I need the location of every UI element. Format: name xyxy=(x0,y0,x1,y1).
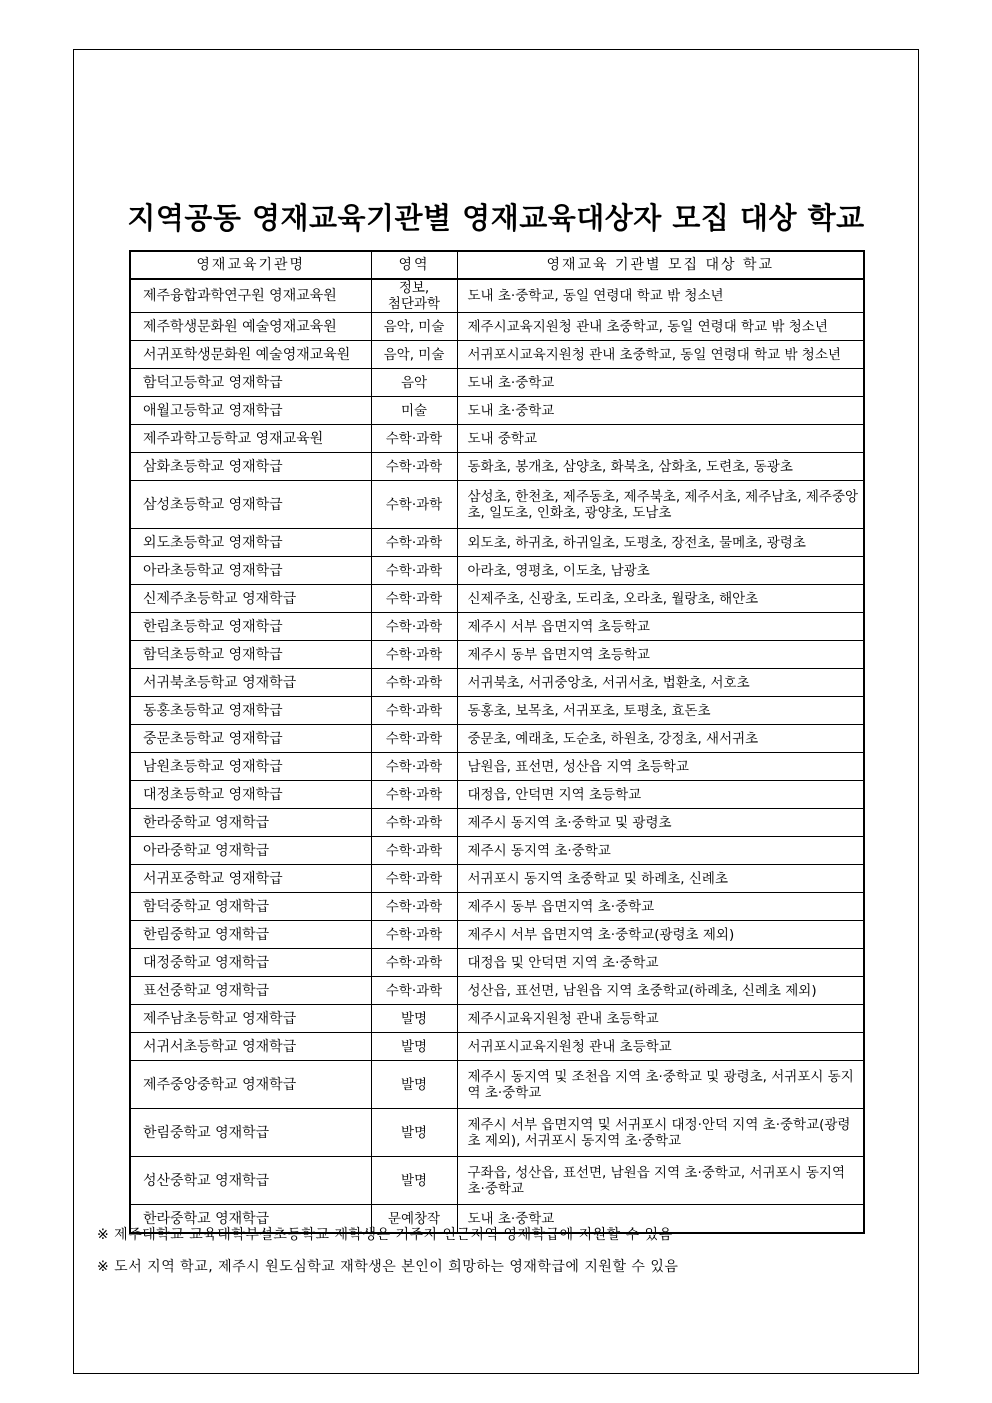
area-cell: 수학·과학 xyxy=(371,425,457,453)
table-body xyxy=(130,279,864,1233)
schools-cell: 구좌읍, 성산읍, 표선면, 남원읍 지역 초·중학교, 서귀포시 동지역 초·중학교 xyxy=(457,1157,864,1205)
header-institution: 영재교육기관명 xyxy=(130,251,371,279)
institution-cell: 서귀포중학교 영재학급 xyxy=(130,865,371,893)
schools-cell: 서귀포시 동지역 초중학교 및 하례초, 신례초 xyxy=(457,865,864,893)
area-cell: 문예창작 xyxy=(371,1205,457,1234)
schools-cell: 삼성초, 한천초, 제주동초, 제주북초, 제주서초, 제주남초, 제주중앙초, 일도초, 인화초, 광양초, 도남초 xyxy=(457,481,864,529)
area-cell: 수학·과학 xyxy=(371,641,457,669)
area-cell: 수학·과학 xyxy=(371,481,457,529)
schools-cell: 제주시 서부 읍면지역 및 서귀포시 대정·안덕 지역 초·중학교(광령초 제외), 서귀포시 동지역 초·중학교 xyxy=(457,1109,864,1157)
institution-cell: 아라중학교 영재학급 xyxy=(130,837,371,865)
table-row xyxy=(130,921,864,949)
table-row xyxy=(130,697,864,725)
schools-cell: 남원읍, 표선면, 성산읍 지역 초등학교 xyxy=(457,753,864,781)
area-cell: 발명 xyxy=(371,1109,457,1157)
table-row xyxy=(130,481,864,529)
table-row xyxy=(130,397,864,425)
area-cell: 수학·과학 xyxy=(371,453,457,481)
note-1: ※ 제주대학교 교육대학부설초등학교 재학생은 거주지 인근지역 영재학급에 지원할 수 있음 xyxy=(97,1227,673,1243)
schools-cell: 제주시 서부 읍면지역 초등학교 xyxy=(457,613,864,641)
institution-cell: 삼성초등학교 영재학급 xyxy=(130,481,371,529)
institution-cell: 한림초등학교 영재학급 xyxy=(130,613,371,641)
area-cell: 수학·과학 xyxy=(371,781,457,809)
area-cell: 발명 xyxy=(371,1157,457,1205)
table-row xyxy=(130,1109,864,1157)
institution-cell: 제주중앙중학교 영재학급 xyxy=(130,1061,371,1109)
table-row xyxy=(130,893,864,921)
schools-cell: 도내 초·중학교, 동일 연령대 학교 밖 청소년 xyxy=(457,279,864,313)
schools-cell: 제주시 동부 읍면지역 초·중학교 xyxy=(457,893,864,921)
schools-cell: 제주시 동부 읍면지역 초등학교 xyxy=(457,641,864,669)
institution-cell: 한림중학교 영재학급 xyxy=(130,1109,371,1157)
table-row xyxy=(130,557,864,585)
table-row xyxy=(130,1061,864,1109)
institution-cell: 한라중학교 영재학급 xyxy=(130,1205,371,1234)
schools-cell: 제주시교육지원청 관내 초등학교 xyxy=(457,1005,864,1033)
institution-cell: 성산중학교 영재학급 xyxy=(130,1157,371,1205)
schools-cell: 대정읍 및 안덕면 지역 초·중학교 xyxy=(457,949,864,977)
institution-cell: 대정초등학교 영재학급 xyxy=(130,781,371,809)
institution-cell: 서귀서초등학교 영재학급 xyxy=(130,1033,371,1061)
area-cell: 수학·과학 xyxy=(371,809,457,837)
schools-cell: 제주시 동지역 초·중학교 xyxy=(457,837,864,865)
table-row xyxy=(130,753,864,781)
area-cell: 발명 xyxy=(371,1033,457,1061)
institution-cell: 동홍초등학교 영재학급 xyxy=(130,697,371,725)
institution-cell: 한림중학교 영재학급 xyxy=(130,921,371,949)
area-cell: 수학·과학 xyxy=(371,753,457,781)
schools-cell: 동화초, 봉개초, 삼양초, 화북초, 삼화초, 도련초, 동광초 xyxy=(457,453,864,481)
table-header-row xyxy=(130,251,864,279)
area-cell: 발명 xyxy=(371,1061,457,1109)
institution-cell: 신제주초등학교 영재학급 xyxy=(130,585,371,613)
schools-cell: 아라초, 영평초, 이도초, 남광초 xyxy=(457,557,864,585)
area-cell: 정보, 첨단과학 xyxy=(371,279,457,313)
table-row xyxy=(130,781,864,809)
table-row xyxy=(130,425,864,453)
table-row xyxy=(130,313,864,341)
area-cell: 음악, 미술 xyxy=(371,313,457,341)
institution-cell: 함덕고등학교 영재학급 xyxy=(130,369,371,397)
area-cell: 수학·과학 xyxy=(371,585,457,613)
institution-cell: 서귀포학생문화원 예술영재교육원 xyxy=(130,341,371,369)
table-row xyxy=(130,865,864,893)
table-row xyxy=(130,613,864,641)
area-cell: 수학·과학 xyxy=(371,949,457,977)
header-schools: 영재교육 기관별 모집 대상 학교 xyxy=(457,251,864,279)
institution-cell: 대정중학교 영재학급 xyxy=(130,949,371,977)
area-cell: 수학·과학 xyxy=(371,921,457,949)
table-row xyxy=(130,1005,864,1033)
table-row xyxy=(130,725,864,753)
area-cell: 수학·과학 xyxy=(371,837,457,865)
table-row xyxy=(130,1033,864,1061)
table-row xyxy=(130,453,864,481)
table-row xyxy=(130,949,864,977)
institution-cell: 남원초등학교 영재학급 xyxy=(130,753,371,781)
schools-cell: 도내 초·중학교 xyxy=(457,397,864,425)
institution-cell: 제주학생문화원 예술영재교육원 xyxy=(130,313,371,341)
schools-cell: 제주시 서부 읍면지역 초·중학교(광령초 제외) xyxy=(457,921,864,949)
institution-cell: 함덕중학교 영재학급 xyxy=(130,893,371,921)
table-row xyxy=(130,585,864,613)
table-row xyxy=(130,809,864,837)
schools-cell: 제주시 동지역 초·중학교 및 광령초 xyxy=(457,809,864,837)
area-cell: 미술 xyxy=(371,397,457,425)
area-cell: 수학·과학 xyxy=(371,669,457,697)
schools-cell: 성산읍, 표선면, 남원읍 지역 초중학교(하례초, 신례초 제외) xyxy=(457,977,864,1005)
area-cell: 수학·과학 xyxy=(371,725,457,753)
schools-cell: 신제주초, 신광초, 도리초, 오라초, 월랑초, 해안초 xyxy=(457,585,864,613)
area-cell: 발명 xyxy=(371,1005,457,1033)
area-cell: 음악 xyxy=(371,369,457,397)
area-cell: 수학·과학 xyxy=(371,977,457,1005)
area-cell: 수학·과학 xyxy=(371,557,457,585)
table-row xyxy=(130,279,864,313)
schools-cell: 제주시교육지원청 관내 초중학교, 동일 연령대 학교 밖 청소년 xyxy=(457,313,864,341)
schools-cell: 외도초, 하귀초, 하귀일초, 도평초, 장전초, 물메초, 광령초 xyxy=(457,529,864,557)
schools-cell: 도내 초·중학교 xyxy=(457,1205,864,1234)
header-area: 영역 xyxy=(371,251,457,279)
schools-cell: 중문초, 예래초, 도순초, 하원초, 강정초, 새서귀초 xyxy=(457,725,864,753)
institution-cell: 제주과학고등학교 영재교육원 xyxy=(130,425,371,453)
institution-cell: 표선중학교 영재학급 xyxy=(130,977,371,1005)
table-row xyxy=(130,641,864,669)
area-cell: 수학·과학 xyxy=(371,529,457,557)
schools-cell: 대정읍, 안덕면 지역 초등학교 xyxy=(457,781,864,809)
institution-cell: 제주융합과학연구원 영재교육원 xyxy=(130,279,371,313)
area-cell: 수학·과학 xyxy=(371,893,457,921)
table-row xyxy=(130,977,864,1005)
schools-cell: 도내 초·중학교 xyxy=(457,369,864,397)
schools-cell: 서귀포시교육지원청 관내 초등학교 xyxy=(457,1033,864,1061)
institution-cell: 애월고등학교 영재학급 xyxy=(130,397,371,425)
area-cell: 수학·과학 xyxy=(371,865,457,893)
institution-cell: 삼화초등학교 영재학급 xyxy=(130,453,371,481)
table-row xyxy=(130,369,864,397)
table-row xyxy=(130,1157,864,1205)
schools-cell: 도내 중학교 xyxy=(457,425,864,453)
area-cell: 음악, 미술 xyxy=(371,341,457,369)
schools-cell: 동홍초, 보목초, 서귀포초, 토평초, 효돈초 xyxy=(457,697,864,725)
institution-cell: 아라초등학교 영재학급 xyxy=(130,557,371,585)
schools-cell: 제주시 동지역 및 조천읍 지역 초·중학교 및 광령초, 서귀포시 동지역 초·중학교 xyxy=(457,1061,864,1109)
area-cell: 수학·과학 xyxy=(371,613,457,641)
note-2: ※ 도서 지역 학교, 제주시 원도심학교 재학생은 본인이 희망하는 영재학급에 지원할 수 있음 xyxy=(97,1259,679,1275)
institution-cell: 함덕초등학교 영재학급 xyxy=(130,641,371,669)
table-row xyxy=(130,669,864,697)
institution-cell: 한라중학교 영재학급 xyxy=(130,809,371,837)
table-row xyxy=(130,837,864,865)
schools-cell: 서귀북초, 서귀중앙초, 서귀서초, 법환초, 서호초 xyxy=(457,669,864,697)
schools-cell: 서귀포시교육지원청 관내 초중학교, 동일 연령대 학교 밖 청소년 xyxy=(457,341,864,369)
table-row xyxy=(130,529,864,557)
institution-cell: 중문초등학교 영재학급 xyxy=(130,725,371,753)
area-cell: 수학·과학 xyxy=(371,697,457,725)
institution-cell: 외도초등학교 영재학급 xyxy=(130,529,371,557)
recruitment-table xyxy=(129,250,865,1234)
institution-cell: 제주남초등학교 영재학급 xyxy=(130,1005,371,1033)
page-title: 지역공동 영재교육기관별 영재교육대상자 모집 대상 학교 xyxy=(127,201,865,235)
institution-cell: 서귀북초등학교 영재학급 xyxy=(130,669,371,697)
table-row xyxy=(130,341,864,369)
